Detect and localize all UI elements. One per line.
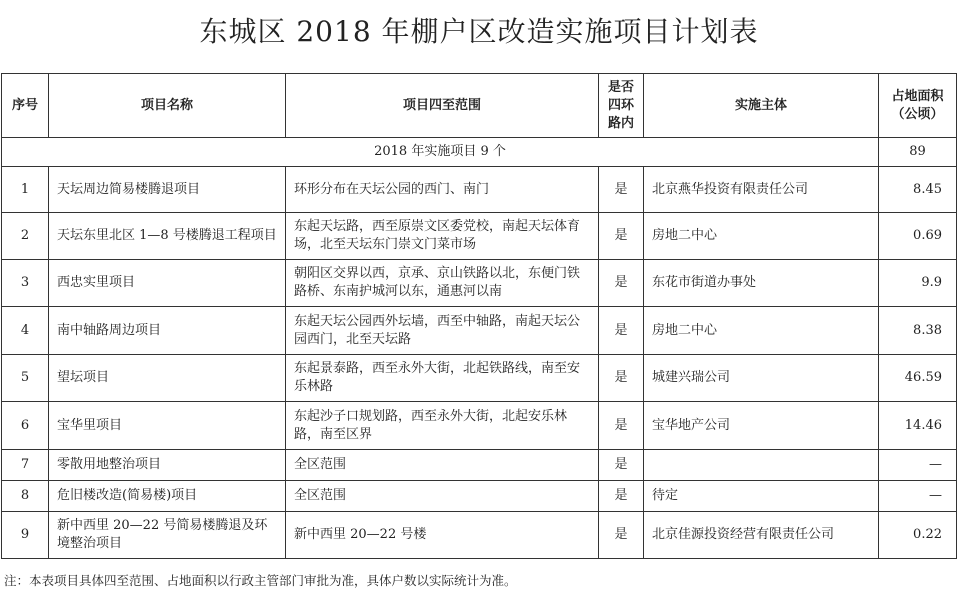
area-hectares: 46.59 — [879, 355, 957, 402]
implementing-entity: 待定 — [644, 481, 879, 512]
summary-row — [2, 138, 957, 167]
summary-label: 2018 年实施项目 9 个 — [2, 138, 879, 167]
table-row — [2, 450, 957, 481]
inside-ring-road: 是 — [599, 260, 644, 307]
project-scope: 新中西里 20—22 号楼 — [286, 512, 599, 559]
implementing-entity: 房地二中心 — [644, 213, 879, 260]
header-area: 占地面积（公顷） — [879, 74, 957, 138]
summary-total: 89 — [879, 138, 957, 167]
row-number: 8 — [2, 481, 49, 512]
project-name: 宝华里项目 — [49, 402, 286, 450]
implementing-entity: 城建兴瑞公司 — [644, 355, 879, 402]
project-scope: 全区范围 — [286, 450, 599, 481]
row-number: 9 — [2, 512, 49, 559]
row-number: 1 — [2, 167, 49, 213]
project-scope: 东起景泰路，西至永外大街，北起铁路线，南至安乐林路 — [286, 355, 599, 402]
implementing-entity: 房地二中心 — [644, 307, 879, 355]
inside-ring-road: 是 — [599, 402, 644, 450]
area-hectares: 0.69 — [879, 213, 957, 260]
project-name: 望坛项目 — [49, 355, 286, 402]
header-scope: 项目四至范围 — [286, 74, 599, 138]
implementing-entity: 北京燕华投资有限责任公司 — [644, 167, 879, 213]
table-row — [2, 512, 957, 559]
inside-ring-road: 是 — [599, 307, 644, 355]
area-hectares: 9.9 — [879, 260, 957, 307]
footnote: 注：本表项目具体四至范围、占地面积以行政主管部门审批为准，具体户数以实际统计为准。 — [4, 573, 517, 588]
area-hectares: 0.22 — [879, 512, 957, 559]
project-scope: 东起天坛公园西外坛墙，西至中轴路，南起天坛公园西门，北至天坛路 — [286, 307, 599, 355]
header-entity: 实施主体 — [644, 74, 879, 138]
project-scope: 全区范围 — [286, 481, 599, 512]
row-number: 5 — [2, 355, 49, 402]
project-name: 新中西里 20—22 号简易楼腾退及环境整治项目 — [49, 512, 286, 559]
header-no: 序号 — [2, 74, 49, 138]
inside-ring-road: 是 — [599, 355, 644, 402]
implementing-entity — [644, 450, 879, 481]
project-scope: 东起沙子口规划路，西至永外大街，北起安乐林路，南至区界 — [286, 402, 599, 450]
implementing-entity: 北京佳源投资经营有限责任公司 — [644, 512, 879, 559]
table-row — [2, 355, 957, 402]
page-title: 东城区 2018 年棚户区改造实施项目计划表 — [199, 15, 759, 48]
row-number: 2 — [2, 213, 49, 260]
implementing-entity: 东花市街道办事处 — [644, 260, 879, 307]
project-scope: 环形分布在天坛公园的西门、南门 — [286, 167, 599, 213]
header-inside: 是否四环路内 — [599, 74, 644, 138]
project-name: 天坛东里北区 1—8 号楼腾退工程项目 — [49, 213, 286, 260]
table-row — [2, 481, 957, 512]
table-row — [2, 402, 957, 450]
project-scope: 东起天坛路，西至原崇文区委党校，南起天坛体育场，北至天坛东门崇文门菜市场 — [286, 213, 599, 260]
area-hectares: 8.38 — [879, 307, 957, 355]
project-name: 危旧楼改造(简易楼)项目 — [49, 481, 286, 512]
row-number: 6 — [2, 402, 49, 450]
row-number: 7 — [2, 450, 49, 481]
table-row — [2, 260, 957, 307]
row-number: 3 — [2, 260, 49, 307]
header-name: 项目名称 — [49, 74, 286, 138]
inside-ring-road: 是 — [599, 512, 644, 559]
inside-ring-road: 是 — [599, 213, 644, 260]
project-table — [1, 73, 957, 559]
area-hectares: — — [879, 481, 957, 512]
project-name: 西忠实里项目 — [49, 260, 286, 307]
implementing-entity: 宝华地产公司 — [644, 402, 879, 450]
row-number: 4 — [2, 307, 49, 355]
area-hectares: — — [879, 450, 957, 481]
inside-ring-road: 是 — [599, 167, 644, 213]
table-row — [2, 213, 957, 260]
project-name: 零散用地整治项目 — [49, 450, 286, 481]
table-row — [2, 167, 957, 213]
area-hectares: 8.45 — [879, 167, 957, 213]
inside-ring-road: 是 — [599, 481, 644, 512]
project-name: 南中轴路周边项目 — [49, 307, 286, 355]
header-row — [2, 74, 957, 138]
area-hectares: 14.46 — [879, 402, 957, 450]
table-row — [2, 307, 957, 355]
project-scope: 朝阳区交界以西，京承、京山铁路以北，东便门铁路桥、东南护城河以东，通惠河以南 — [286, 260, 599, 307]
inside-ring-road: 是 — [599, 450, 644, 481]
project-name: 天坛周边简易楼腾退项目 — [49, 167, 286, 213]
